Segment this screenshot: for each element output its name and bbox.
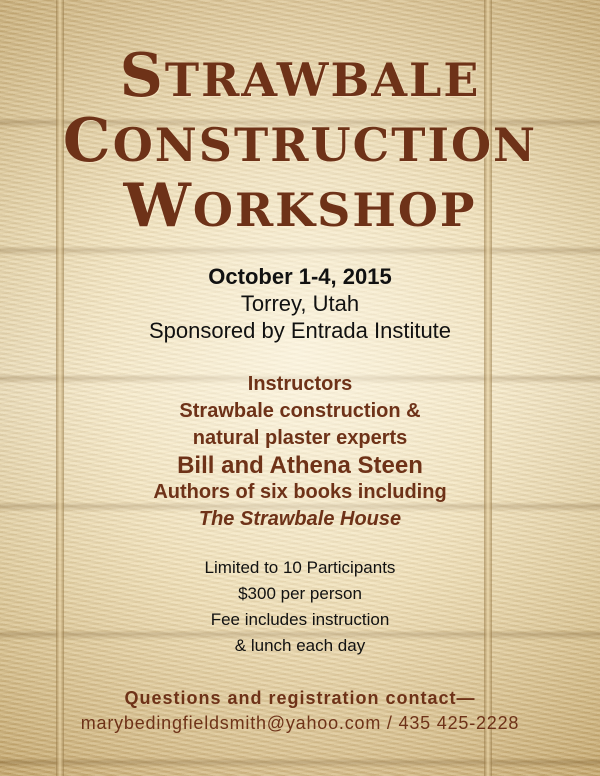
instructors-section [0,371,600,533]
event-date: October 1-4, 2015 [208,264,392,289]
title-line-2 [0,106,600,181]
contact-heading: Questions and registration contact— [124,688,476,708]
instructor-names: Bill and Athena Steen [177,452,423,479]
book-title: The Strawbale House [198,508,402,530]
contact-section [0,686,600,736]
price: $300 per person [238,584,362,603]
title-line-3-rest: ORKSHOP [192,183,477,237]
fee-includes-2: & lunch each day [234,636,366,655]
instructors-heading: Instructors [247,373,353,395]
authors-line: Authors of six books including [153,481,447,503]
event-info [0,263,600,344]
event-sponsor: Sponsored by Entrada Institute [148,318,452,343]
title-line-3 [0,171,600,246]
contact-email-phone[interactable]: marybedingfieldsmith@yahoo.com / 435 425-2228 [80,713,520,733]
title-line-3-initial: W [123,171,193,241]
workshop-details [0,555,600,659]
title-line-2-initial: C [62,106,113,176]
participant-limit: Limited to 10 Participants [204,558,396,577]
title-line-2-rest: ONSTRUCTION [112,118,538,172]
event-location: Torrey, Utah [240,291,360,316]
instructors-desc-2: natural plaster experts [192,427,408,449]
fee-includes-1: Fee includes instruction [210,610,390,629]
title-line-1-rest: TRAWBALE [164,53,481,107]
instructors-desc-1: Strawbale construction & [179,400,421,422]
title-line-1-initial: S [119,41,165,111]
